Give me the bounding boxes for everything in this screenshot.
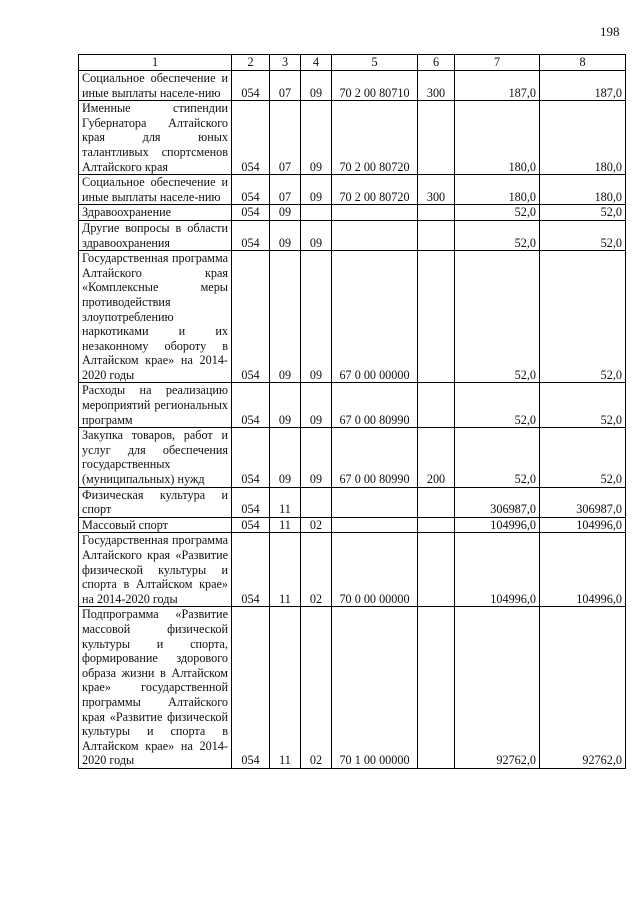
table-body [79,71,626,769]
column-header: 2 [232,55,270,71]
amount-cell: 52,0 [540,383,626,428]
chapter-code-cell: 11 [270,533,301,607]
section-code-cell: 054 [232,383,270,428]
expense-type-cell: 300 [418,71,455,101]
target-article-cell: 70 2 00 80720 [332,175,418,205]
section-code-cell: 054 [232,607,270,769]
amount-cell: 104996,0 [455,533,540,607]
section-code-cell: 054 [232,487,270,517]
row-name-cell: Социальное обеспечение и иные выплаты населе-нию [79,175,232,205]
chapter-code-cell: 09 [270,220,301,250]
subsection-code-cell: 09 [301,220,332,250]
row-name-cell: Здравоохранение [79,205,232,221]
amount-cell: 92762,0 [455,607,540,769]
table-row [79,71,626,101]
subsection-code-cell: 02 [301,533,332,607]
table-row [79,101,626,175]
target-article-cell: 70 2 00 80710 [332,71,418,101]
amount-cell: 52,0 [455,220,540,250]
expense-type-cell: 200 [418,428,455,487]
subsection-code-cell: 09 [301,383,332,428]
subsection-code-cell: 02 [301,607,332,769]
expense-type-cell [418,251,455,383]
chapter-code-cell: 11 [270,487,301,517]
chapter-code-cell: 07 [270,101,301,175]
subsection-code-cell: 09 [301,175,332,205]
chapter-code-cell: 09 [270,428,301,487]
section-code-cell: 054 [232,205,270,221]
column-header: 8 [540,55,626,71]
expense-type-cell [418,533,455,607]
target-article-cell: 70 2 00 80720 [332,101,418,175]
amount-cell: 104996,0 [540,533,626,607]
section-code-cell: 054 [232,428,270,487]
expense-type-cell: 300 [418,175,455,205]
amount-cell: 104996,0 [540,517,626,533]
row-name-cell: Физическая культура и спорт [79,487,232,517]
amount-cell: 52,0 [540,428,626,487]
amount-cell: 52,0 [455,428,540,487]
section-code-cell: 054 [232,101,270,175]
column-header: 3 [270,55,301,71]
subsection-code-cell: 09 [301,101,332,175]
target-article-cell: 70 0 00 00000 [332,533,418,607]
budget-table [78,54,626,769]
target-article-cell [332,487,418,517]
section-code-cell: 054 [232,533,270,607]
page-number: 198 [600,24,620,39]
amount-cell: 104996,0 [455,517,540,533]
amount-cell: 187,0 [455,71,540,101]
section-code-cell: 054 [232,220,270,250]
table-row [79,220,626,250]
target-article-cell: 70 1 00 00000 [332,607,418,769]
section-code-cell: 054 [232,175,270,205]
table-row [79,487,626,517]
table-row [79,205,626,221]
subsection-code-cell: 09 [301,251,332,383]
subsection-code-cell: 02 [301,517,332,533]
table-row [79,428,626,487]
column-header: 4 [301,55,332,71]
column-header: 7 [455,55,540,71]
amount-cell: 180,0 [455,101,540,175]
target-article-cell: 67 0 00 00000 [332,251,418,383]
chapter-code-cell: 09 [270,205,301,221]
amount-cell: 187,0 [540,71,626,101]
chapter-code-cell: 07 [270,175,301,205]
row-name-cell: Именные стипендии Губернатора Алтайского края для юных талантливых спортсменов Алтайского края [79,101,232,175]
row-name-cell: Государственная программа Алтайского края «Развитие физической культуры и спорта в Алтайском крае» на 2014-2020 годы [79,533,232,607]
column-header: 5 [332,55,418,71]
table-row [79,533,626,607]
section-code-cell: 054 [232,251,270,383]
amount-cell: 52,0 [540,220,626,250]
row-name-cell: Подпрограмма «Развитие массовой физической культуры и спорта, формирование здорового образа жизни в Алтайском крае» государственной программы Алтайского края «Развитие физической культуры и спорта в Алтайском крае» на 2014-2020 годы [79,607,232,769]
amount-cell: 52,0 [455,383,540,428]
target-article-cell: 67 0 00 80990 [332,428,418,487]
column-header: 6 [418,55,455,71]
subsection-code-cell: 09 [301,71,332,101]
expense-type-cell [418,487,455,517]
amount-cell: 52,0 [540,251,626,383]
target-article-cell [332,220,418,250]
amount-cell: 52,0 [455,251,540,383]
section-code-cell: 054 [232,71,270,101]
table-row [79,251,626,383]
section-code-cell: 054 [232,517,270,533]
amount-cell: 52,0 [455,205,540,221]
amount-cell: 180,0 [540,101,626,175]
chapter-code-cell: 11 [270,607,301,769]
table-row [79,517,626,533]
row-name-cell: Закупка товаров, работ и услуг для обеспечения государственных (муниципальных) нужд [79,428,232,487]
chapter-code-cell: 11 [270,517,301,533]
header-row [79,55,626,71]
subsection-code-cell [301,205,332,221]
row-name-cell: Расходы на реализацию мероприятий региональных программ [79,383,232,428]
chapter-code-cell: 07 [270,71,301,101]
row-name-cell: Государственная программа Алтайского края «Комплексные меры противодействия злоупотреблению наркотиками и их незаконному обороту в Алтайском крае» на 2014-2020 годы [79,251,232,383]
table-row [79,607,626,769]
row-name-cell: Другие вопросы в области здравоохранения [79,220,232,250]
amount-cell: 52,0 [540,205,626,221]
amount-cell: 92762,0 [540,607,626,769]
amount-cell: 306987,0 [540,487,626,517]
row-name-cell: Социальное обеспечение и иные выплаты населе-нию [79,71,232,101]
chapter-code-cell: 09 [270,383,301,428]
target-article-cell [332,517,418,533]
subsection-code-cell: 09 [301,428,332,487]
subsection-code-cell [301,487,332,517]
table-row [79,383,626,428]
expense-type-cell [418,205,455,221]
column-header: 1 [79,55,232,71]
expense-type-cell [418,220,455,250]
expense-type-cell [418,607,455,769]
target-article-cell [332,205,418,221]
table-row [79,175,626,205]
amount-cell: 180,0 [540,175,626,205]
expense-type-cell [418,101,455,175]
amount-cell: 180,0 [455,175,540,205]
expense-type-cell [418,517,455,533]
chapter-code-cell: 09 [270,251,301,383]
expense-type-cell [418,383,455,428]
row-name-cell: Массовый спорт [79,517,232,533]
amount-cell: 306987,0 [455,487,540,517]
target-article-cell: 67 0 00 80990 [332,383,418,428]
